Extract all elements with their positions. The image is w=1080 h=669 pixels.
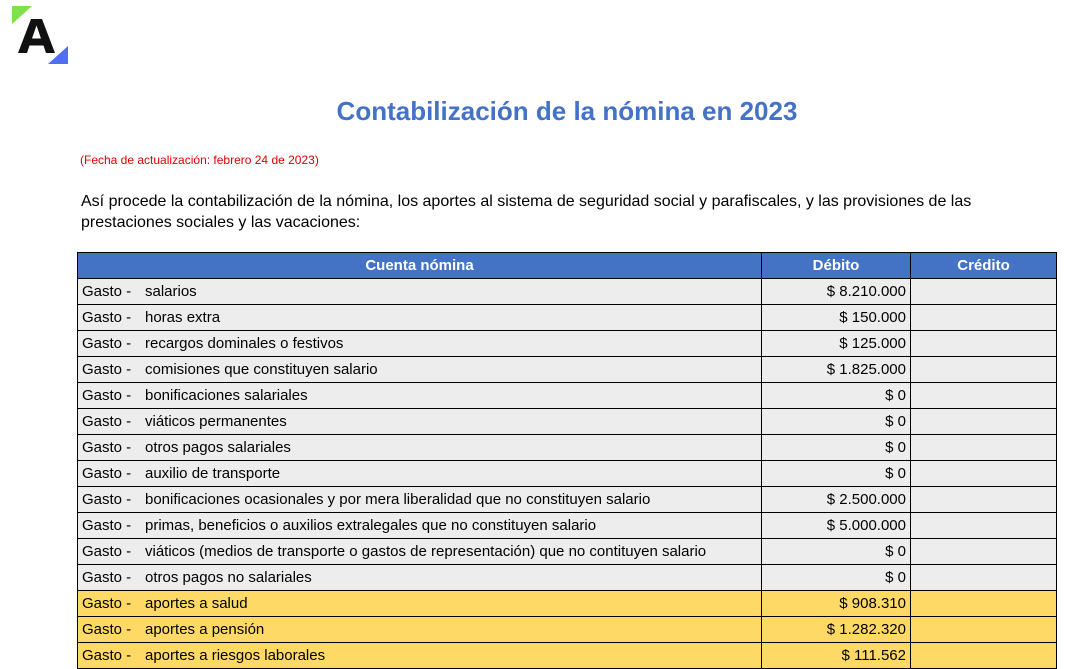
credit-cell: [911, 461, 1057, 487]
table-row: [78, 409, 1057, 435]
account-name: salarios: [145, 283, 197, 300]
credit-cell: [911, 331, 1057, 357]
account-cell: [78, 643, 762, 669]
account-prefix: Gasto -: [82, 413, 132, 430]
credit-cell: [911, 305, 1057, 331]
account-cell: [78, 461, 762, 487]
intro-paragraph: Así procede la contabilización de la nómina, los aportes al sistema de seguridad social y parafiscales, y las provisiones de las prestaciones sociales y las vacaciones:: [81, 193, 972, 231]
ledger-body: [78, 279, 1057, 669]
credit-cell: [911, 565, 1057, 591]
account-prefix: Gasto -: [82, 465, 132, 482]
table-row: [78, 539, 1057, 565]
account-name: bonificaciones salariales: [145, 387, 308, 404]
debit-cell: $ 111.562: [762, 643, 911, 669]
account-cell: [78, 357, 762, 383]
debit-cell: $ 1.825.000: [762, 357, 911, 383]
header-debit: Débito: [762, 253, 911, 279]
account-name: aportes a salud: [145, 595, 248, 612]
header-account: Cuenta nómina: [78, 253, 762, 279]
credit-cell: [911, 435, 1057, 461]
table-row: [78, 487, 1057, 513]
debit-cell: $ 0: [762, 435, 911, 461]
credit-cell: [911, 539, 1057, 565]
account-cell: [78, 513, 762, 539]
account-cell: [78, 565, 762, 591]
account-cell: [78, 435, 762, 461]
table-row: [78, 279, 1057, 305]
debit-cell: $ 0: [762, 383, 911, 409]
table-row: [78, 565, 1057, 591]
account-name: otros pagos salariales: [145, 439, 291, 456]
account-prefix: Gasto -: [82, 335, 132, 352]
table-row: [78, 513, 1057, 539]
update-date-note: (Fecha de actualización: febrero 24 de 2023): [80, 153, 319, 167]
account-cell: [78, 383, 762, 409]
account-prefix: Gasto -: [82, 647, 132, 664]
debit-cell: $ 8.210.000: [762, 279, 911, 305]
credit-cell: [911, 617, 1057, 643]
account-name: horas extra: [145, 309, 221, 326]
table-row: [78, 305, 1057, 331]
account-name: aportes a riesgos laborales: [145, 647, 326, 664]
debit-cell: $ 908.310: [762, 591, 911, 617]
account-prefix: Gasto -: [82, 517, 132, 534]
debit-cell: $ 0: [762, 409, 911, 435]
table-row: [78, 643, 1057, 669]
credit-cell: [911, 513, 1057, 539]
account-prefix: Gasto -: [82, 439, 132, 456]
account-cell: [78, 305, 762, 331]
debit-cell: $ 5.000.000: [762, 513, 911, 539]
table-row: [78, 331, 1057, 357]
account-prefix: Gasto -: [82, 543, 132, 560]
account-cell: [78, 409, 762, 435]
brand-logo-icon: [12, 6, 70, 66]
account-cell: [78, 331, 762, 357]
debit-cell: $ 0: [762, 565, 911, 591]
account-cell: [78, 591, 762, 617]
credit-cell: [911, 357, 1057, 383]
account-name: otros pagos no salariales: [145, 569, 312, 586]
credit-cell: [911, 487, 1057, 513]
account-name: auxilio de transporte: [145, 465, 281, 482]
table-row: [78, 357, 1057, 383]
account-prefix: Gasto -: [82, 387, 132, 404]
account-prefix: Gasto -: [82, 309, 132, 326]
table-row: [78, 591, 1057, 617]
credit-cell: [911, 591, 1057, 617]
debit-cell: $ 125.000: [762, 331, 911, 357]
account-name: primas, beneficios o auxilios extralegales que no constituyen salario: [145, 517, 597, 534]
account-name: comisiones que constituyen salario: [145, 361, 378, 378]
account-cell: [78, 279, 762, 305]
account-prefix: Gasto -: [82, 621, 132, 638]
account-name: recargos dominales o festivos: [145, 335, 344, 352]
credit-cell: [911, 643, 1057, 669]
account-cell: [78, 539, 762, 565]
credit-cell: [911, 383, 1057, 409]
debit-cell: $ 150.000: [762, 305, 911, 331]
account-name: bonificaciones ocasionales y por mera liberalidad que no constituyen salario: [145, 491, 651, 508]
payroll-ledger-table: [77, 252, 1057, 669]
account-prefix: Gasto -: [82, 491, 132, 508]
table-row: [78, 617, 1057, 643]
account-prefix: Gasto -: [82, 569, 132, 586]
account-prefix: Gasto -: [82, 283, 132, 300]
table-row: [78, 461, 1057, 487]
credit-cell: [911, 279, 1057, 305]
account-name: viáticos permanentes: [145, 413, 287, 430]
debit-cell: $ 0: [762, 461, 911, 487]
credit-cell: [911, 409, 1057, 435]
debit-cell: $ 2.500.000: [762, 487, 911, 513]
header-credit: Crédito: [911, 253, 1057, 279]
account-name: aportes a pensión: [145, 621, 265, 638]
debit-cell: $ 0: [762, 539, 911, 565]
table-row: [78, 435, 1057, 461]
page-title: Contabilización de la nómina en 2023: [336, 96, 798, 126]
table-row: [78, 383, 1057, 409]
account-cell: [78, 617, 762, 643]
account-name: viáticos (medios de transporte o gastos de representación) que no contituyen salario: [145, 543, 707, 560]
account-prefix: Gasto -: [82, 361, 132, 378]
table-header-row: [78, 253, 1057, 279]
debit-cell: $ 1.282.320: [762, 617, 911, 643]
account-prefix: Gasto -: [82, 595, 132, 612]
account-cell: [78, 487, 762, 513]
